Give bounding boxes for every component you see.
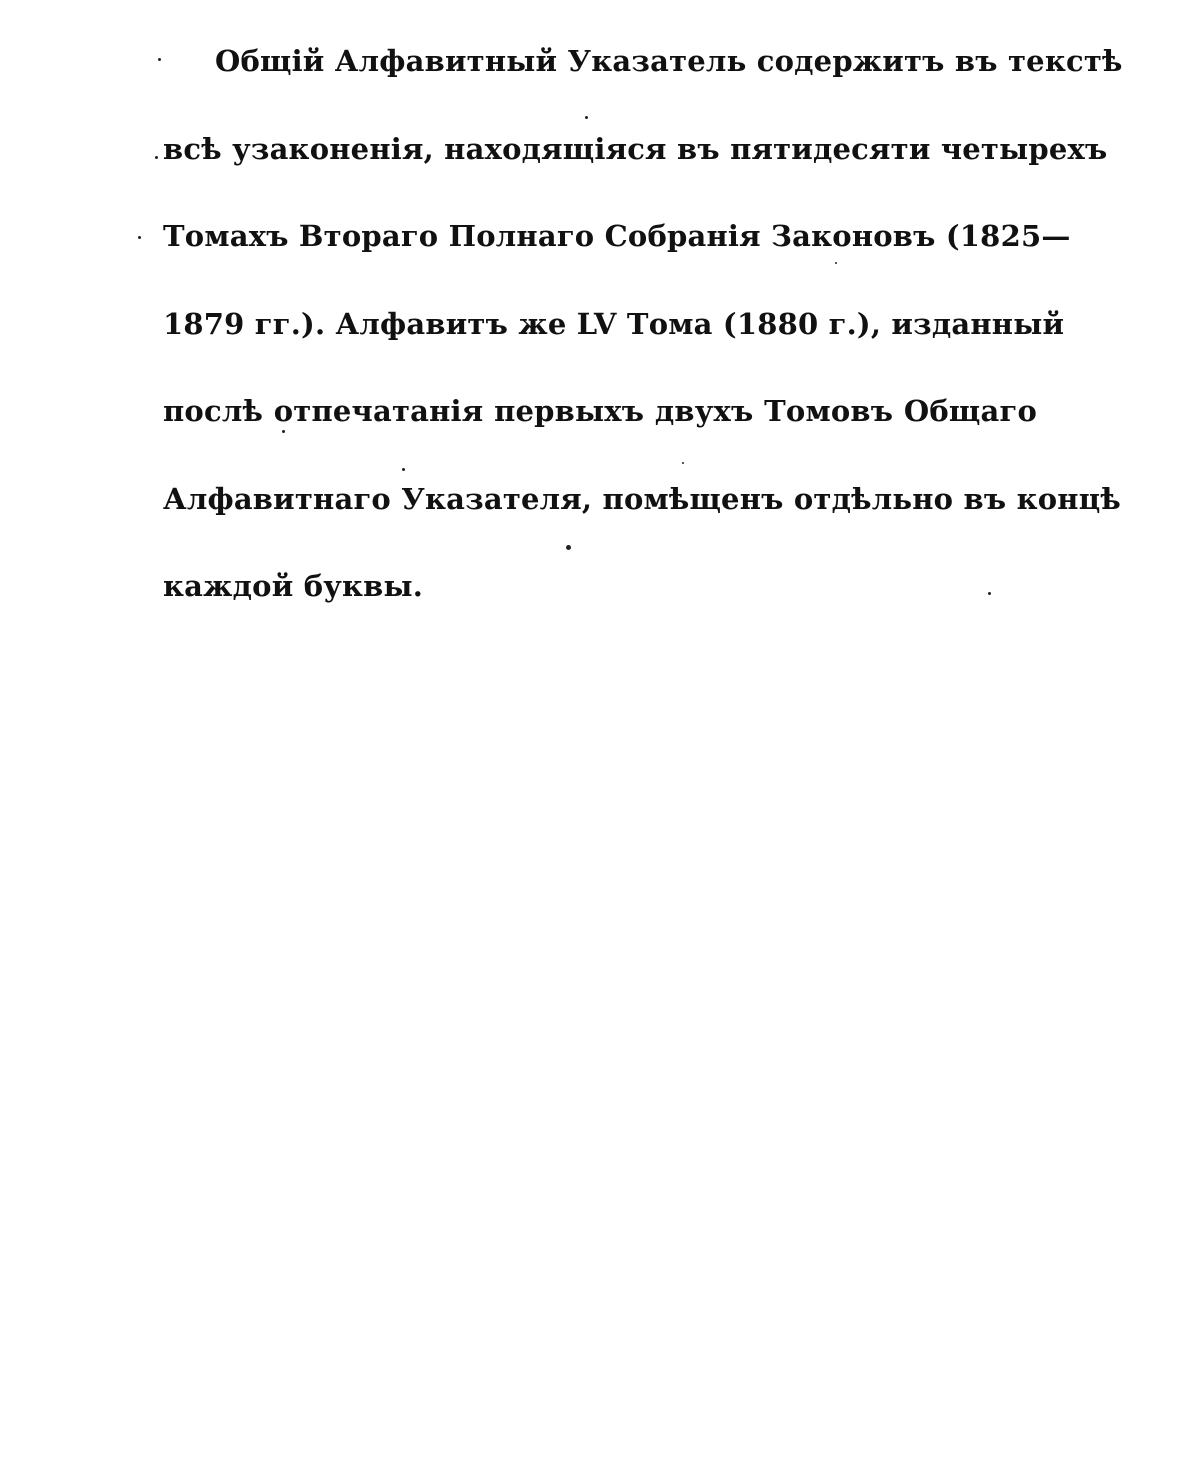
scan-speck [835,262,837,264]
scan-speck [585,116,588,119]
paragraph [163,40,1123,653]
text-line-7: каждой буквы. [163,569,424,603]
text-line-6: Алфавитнаго Указателя, помѣщенъ отдѣльно въ концѣ [163,481,1121,516]
scan-speck [158,58,161,61]
text-line-4: 1879 гг.). Алфавитъ же LV Тома (1880 г.), изданный [163,306,1065,341]
scan-speck [682,462,684,464]
text-line-3: Томахъ Втораго Полнаго Собранія Законовъ (1825— [163,219,1071,253]
text-line-2: всѣ узаконенія, находящіяся въ пятидесяти четырехъ [163,131,1108,166]
text-line-1: Общій Алфавитный Указатель содержитъ въ текстѣ [215,44,1123,78]
scan-speck [138,236,141,239]
scan-speck [988,592,991,595]
scan-speck [402,468,405,471]
text-line-5: послѣ отпечатанія первыхъ двухъ Томовъ Общаго [163,394,1037,428]
scan-speck [155,156,158,159]
scan-speck [282,430,285,433]
scan-speck [566,545,571,550]
